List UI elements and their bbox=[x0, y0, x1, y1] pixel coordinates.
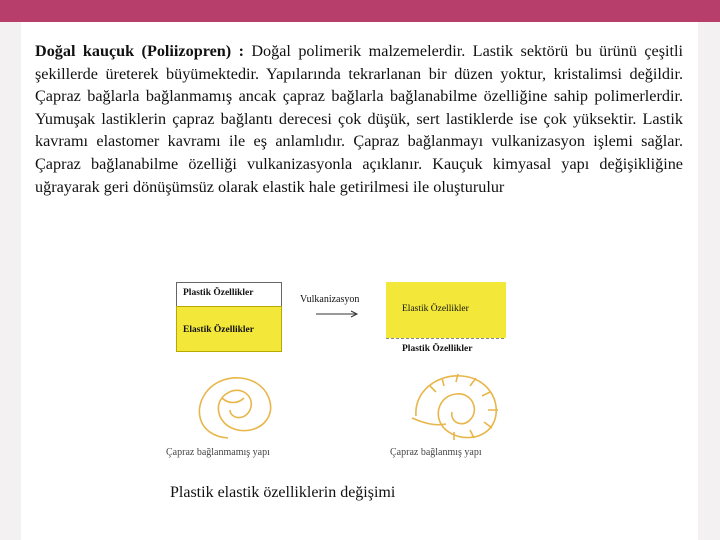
right-plastic-label: Plastik Özellikler bbox=[402, 344, 473, 354]
paragraph-term: Doğal kauçuk (Poliizopren) : bbox=[35, 42, 244, 60]
right-plastic-box bbox=[386, 338, 504, 359]
vulcanization-figure bbox=[158, 270, 510, 462]
right-structure-caption: Çapraz bağlanmış yapı bbox=[390, 447, 482, 458]
main-paragraph bbox=[35, 40, 683, 198]
left-plastic-label: Plastik Özellikler bbox=[183, 288, 254, 298]
right-elastic-box bbox=[386, 282, 506, 338]
right-elastic-label: Elastik Özellikler bbox=[402, 304, 469, 314]
spiral-right-icon bbox=[406, 366, 506, 444]
arrow-right-icon bbox=[316, 308, 360, 320]
slide-top-bar bbox=[0, 0, 720, 22]
vulcanization-label: Vulkanizasyon bbox=[300, 294, 360, 305]
left-structure-caption: Çapraz bağlanmamış yapı bbox=[166, 447, 270, 458]
left-elastic-label: Elastik Özellikler bbox=[183, 325, 254, 335]
left-elastic-box bbox=[176, 306, 282, 352]
spiral-left-icon bbox=[188, 368, 284, 444]
paragraph-text: Doğal polimerik malzemelerdir. Lastik sektörü bu ürünü çeşitli şekillerde üreterek büyümektedir. Yapılarında tekrarlanan bir düzen yoktur, kristalimsi değildir. Çapraz bağlarla bağlanmamış ancak çapraz bağlarla bağlanabilme özelliğine sahip polimerlerdir. Yumuşak lastiklerin çapraz bağlantı derecesi çok düşük, sert lastiklerde ise çok yüksektir. Lastik kavramı elastomer kavramı ile eş anlamlıdır. Çapraz bağlanmayı vulkanizasyon işlemi sağlar. Çapraz bağlanabilme özelliği vulkanizasyonla açıklanır. Kauçuk kimyasal yapı değişikliğine uğrayarak geri dönüşümsüz olarak elastik hale getirilmesi ile oluşturulur bbox=[35, 42, 684, 196]
figure-caption: Plastik elastik özelliklerin değişimi bbox=[170, 484, 396, 501]
left-plastic-box bbox=[176, 282, 282, 308]
